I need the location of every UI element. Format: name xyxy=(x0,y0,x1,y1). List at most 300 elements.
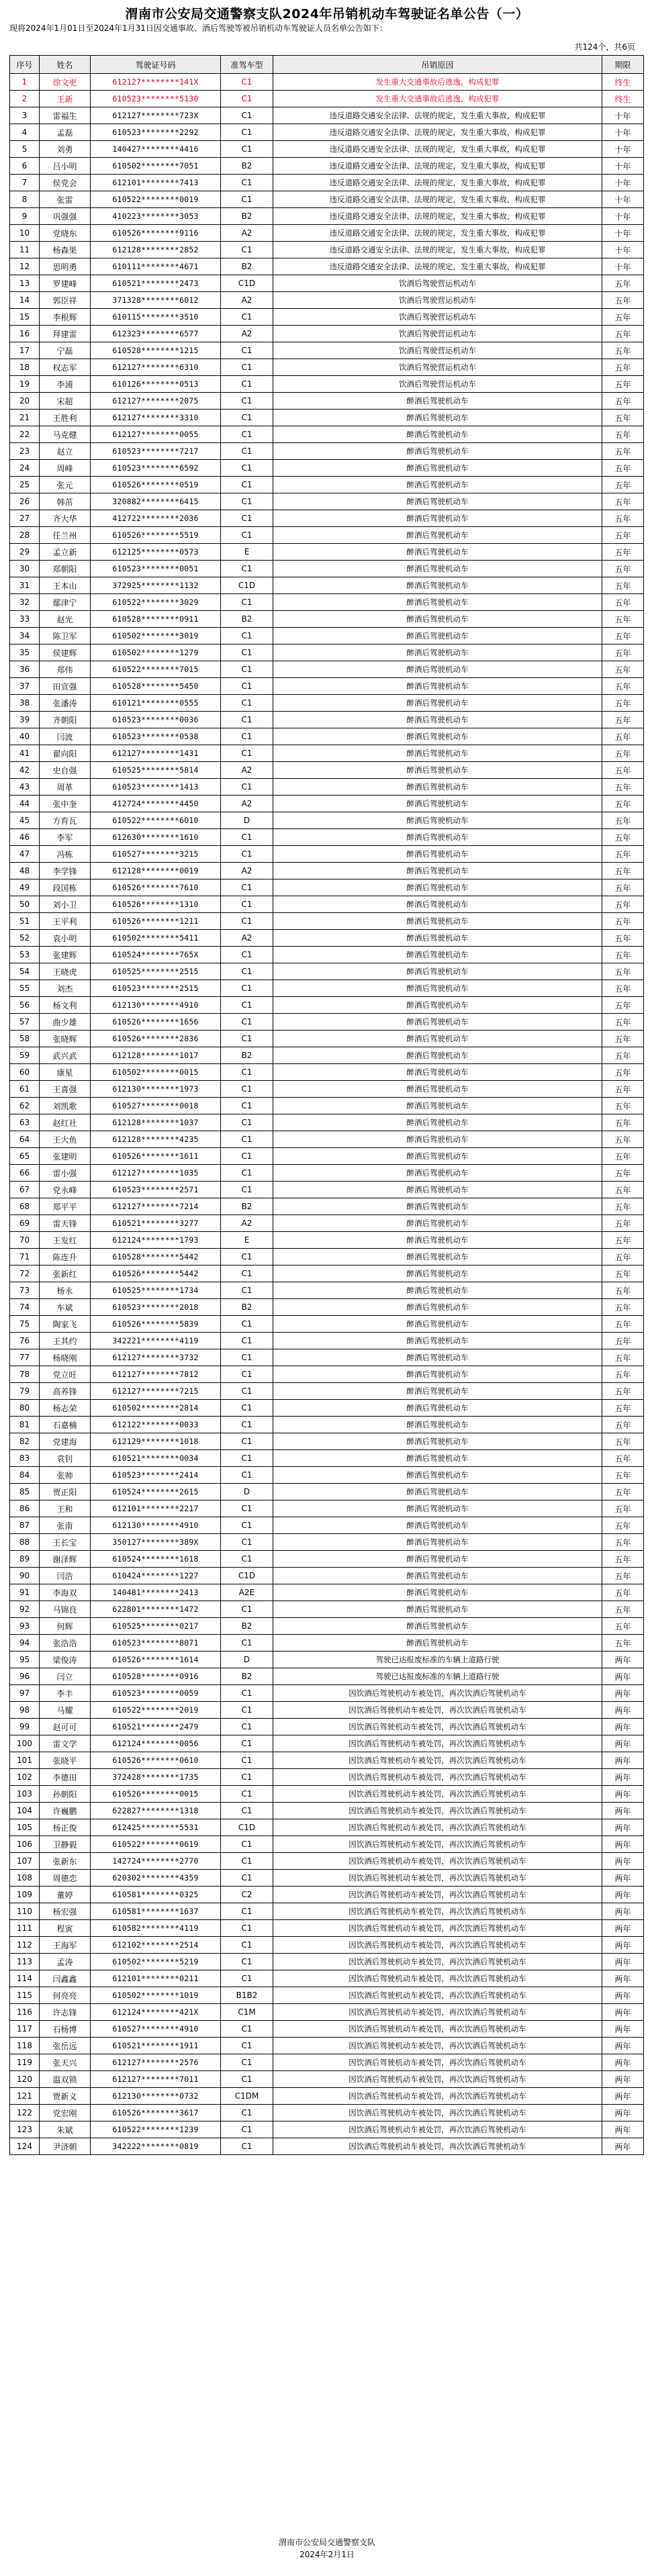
cell-term: 五年 xyxy=(602,829,644,846)
cell-vehicle-class: C1 xyxy=(221,628,273,645)
cell-name: 王发红 xyxy=(40,1232,91,1249)
cell-index: 37 xyxy=(10,678,40,695)
cell-name: 雷小强 xyxy=(40,1165,91,1182)
cell-reason: 醉酒后驾驶机动车 xyxy=(273,1266,602,1282)
table-row xyxy=(10,443,644,460)
cell-license-number: 610521********0034 xyxy=(91,1450,221,1467)
cell-index: 2 xyxy=(10,91,40,107)
cell-index: 45 xyxy=(10,812,40,829)
cell-vehicle-class: A2 xyxy=(221,762,273,779)
cell-license-number: 610521********3277 xyxy=(91,1215,221,1232)
table-row xyxy=(10,1031,644,1047)
cell-term: 五年 xyxy=(602,410,644,426)
cell-reason: 醉酒后驾驶机动车 xyxy=(273,1249,602,1266)
cell-reason: 违反道路交通安全法律、法规的规定，发生重大事故，构成犯罪 xyxy=(273,141,602,158)
cell-vehicle-class: C1 xyxy=(221,2021,273,2038)
cell-index: 35 xyxy=(10,645,40,661)
cell-name: 张建明 xyxy=(40,1148,91,1165)
cell-term: 两年 xyxy=(602,2138,644,2155)
cell-vehicle-class: C1 xyxy=(221,1970,273,1987)
table-row xyxy=(10,913,644,930)
cell-term: 五年 xyxy=(602,796,644,812)
cell-license-number: 610582********4119 xyxy=(91,1920,221,1937)
cell-name: 朱斌 xyxy=(40,2121,91,2138)
cell-index: 99 xyxy=(10,1719,40,1735)
table-row xyxy=(10,1249,644,1266)
cell-term: 十年 xyxy=(602,175,644,191)
cell-vehicle-class: C1 xyxy=(221,309,273,326)
cell-reason: 发生重大交通事故后逃逸，构成犯罪 xyxy=(273,74,602,91)
cell-name: 杨志荣 xyxy=(40,1400,91,1417)
cell-reason: 因饮酒后驾驶机动车被处罚，再次饮酒后驾驶机动车 xyxy=(273,1735,602,1752)
cell-license-number: 610523********5130 xyxy=(91,91,221,107)
cell-index: 95 xyxy=(10,1652,40,1668)
cell-term: 五年 xyxy=(602,896,644,913)
cell-vehicle-class: A2 xyxy=(221,326,273,342)
cell-term: 十年 xyxy=(602,242,644,258)
cell-reason: 醉酒后驾驶机动车 xyxy=(273,410,602,426)
cell-term: 十年 xyxy=(602,124,644,141)
cell-license-number: 610526********0015 xyxy=(91,1786,221,1803)
cell-license-number: 610581********1637 xyxy=(91,1903,221,1920)
cell-reason: 醉酒后驾驶机动车 xyxy=(273,510,602,527)
cell-reason: 因饮酒后驾驶机动车被处罚，再次饮酒后驾驶机动车 xyxy=(273,1954,602,1970)
cell-index: 42 xyxy=(10,762,40,779)
cell-reason: 因饮酒后驾驶机动车被处罚，再次饮酒后驾驶机动车 xyxy=(273,1786,602,1803)
cell-index: 62 xyxy=(10,1098,40,1114)
cell-index: 43 xyxy=(10,779,40,796)
table-row xyxy=(10,1316,644,1333)
cell-vehicle-class: C1 xyxy=(221,1635,273,1652)
table-row xyxy=(10,175,644,191)
cell-reason: 驾驶已达报废标准的车辆上道路行驶 xyxy=(273,1652,602,1668)
cell-reason: 因饮酒后驾驶机动车被处罚，再次饮酒后驾驶机动车 xyxy=(273,2138,602,2155)
table-row xyxy=(10,208,644,225)
table-row xyxy=(10,997,644,1014)
table-row xyxy=(10,410,644,426)
cell-license-number: 610528********1215 xyxy=(91,342,221,359)
cell-vehicle-class: C1 xyxy=(221,1685,273,1702)
cell-license-number: 612128********1017 xyxy=(91,1047,221,1064)
cell-index: 39 xyxy=(10,712,40,728)
table-row xyxy=(10,225,644,242)
cell-vehicle-class: C1 xyxy=(221,2038,273,2054)
cell-vehicle-class: C1 xyxy=(221,1114,273,1131)
table-row xyxy=(10,594,644,611)
cell-index: 72 xyxy=(10,1266,40,1282)
cell-index: 102 xyxy=(10,1769,40,1786)
cell-term: 五年 xyxy=(602,1400,644,1417)
table-row xyxy=(10,1551,644,1568)
table-row xyxy=(10,1584,644,1601)
table-row xyxy=(10,258,644,275)
cell-term: 五年 xyxy=(602,1047,644,1064)
cell-index: 14 xyxy=(10,292,40,309)
cell-term: 五年 xyxy=(602,1383,644,1400)
cell-term: 五年 xyxy=(602,779,644,796)
table-row xyxy=(10,1299,644,1316)
table-row xyxy=(10,1366,644,1383)
cell-name: 张中奎 xyxy=(40,796,91,812)
cell-reason: 醉酒后驾驶机动车 xyxy=(273,980,602,997)
cell-name: 尹济朝 xyxy=(40,2138,91,2155)
cell-name: 史自强 xyxy=(40,762,91,779)
cell-term: 五年 xyxy=(602,510,644,527)
cell-name: 翟向阳 xyxy=(40,745,91,762)
cell-name: 拜建雷 xyxy=(40,326,91,342)
cell-name: 刘勇 xyxy=(40,141,91,158)
cell-reason: 醉酒后驾驶机动车 xyxy=(273,1282,602,1299)
table-row xyxy=(10,2038,644,2054)
cell-name: 侯党会 xyxy=(40,175,91,191)
cell-license-number: 610502********5411 xyxy=(91,930,221,947)
cell-index: 50 xyxy=(10,896,40,913)
table-row xyxy=(10,1954,644,1970)
cell-index: 12 xyxy=(10,258,40,275)
cell-license-number: 612101********2217 xyxy=(91,1500,221,1517)
cell-index: 10 xyxy=(10,225,40,242)
cell-term: 五年 xyxy=(602,1131,644,1148)
cell-license-number: 610522********7015 xyxy=(91,661,221,678)
table-row xyxy=(10,1333,644,1349)
cell-reason: 醉酒后驾驶机动车 xyxy=(273,1316,602,1333)
cell-name: 孙朝阳 xyxy=(40,1786,91,1803)
cell-license-number: 350127********389X xyxy=(91,1534,221,1551)
cell-name: 赵光 xyxy=(40,611,91,628)
cell-index: 79 xyxy=(10,1383,40,1400)
cell-name: 张雷 xyxy=(40,191,91,208)
cell-index: 96 xyxy=(10,1668,40,1685)
cell-index: 60 xyxy=(10,1064,40,1081)
cell-vehicle-class: C1 xyxy=(221,728,273,745)
cell-vehicle-class: C1 xyxy=(221,879,273,896)
cell-license-number: 612124********421X xyxy=(91,2004,221,2021)
cell-license-number: 320882********6415 xyxy=(91,493,221,510)
cell-license-number: 610525********5814 xyxy=(91,762,221,779)
cell-name: 李德田 xyxy=(40,1769,91,1786)
cell-term: 五年 xyxy=(602,1165,644,1182)
cell-term: 五年 xyxy=(602,359,644,376)
cell-name: 党晓东 xyxy=(40,225,91,242)
table-row xyxy=(10,2138,644,2155)
cell-license-number: 610523********2571 xyxy=(91,1182,221,1198)
cell-name: 雷文学 xyxy=(40,1735,91,1752)
cell-term: 两年 xyxy=(602,1836,644,1853)
cell-index: 38 xyxy=(10,695,40,712)
cell-reason: 醉酒后驾驶机动车 xyxy=(273,728,602,745)
cell-name: 闫鑫鑫 xyxy=(40,1970,91,1987)
table-row xyxy=(10,796,644,812)
cell-name: 郑平平 xyxy=(40,1198,91,1215)
cell-name: 高养锋 xyxy=(40,1383,91,1400)
cell-vehicle-class: C1 xyxy=(221,1182,273,1198)
cell-reason: 醉酒后驾驶机动车 xyxy=(273,712,602,728)
cell-vehicle-class: C1 xyxy=(221,410,273,426)
table-row xyxy=(10,1618,644,1635)
cell-reason: 醉酒后驾驶机动车 xyxy=(273,1366,602,1383)
cell-vehicle-class: C1 xyxy=(221,1316,273,1333)
cell-name: 贾正阳 xyxy=(40,1484,91,1500)
cell-license-number: 610526********9116 xyxy=(91,225,221,242)
cell-name: 王喜强 xyxy=(40,1081,91,1098)
cell-vehicle-class: C1 xyxy=(221,1920,273,1937)
cell-vehicle-class: C1 xyxy=(221,242,273,258)
cell-license-number: 612128********4235 xyxy=(91,1131,221,1148)
cell-reason: 醉酒后驾驶机动车 xyxy=(273,1182,602,1198)
cell-index: 61 xyxy=(10,1081,40,1098)
cell-name: 刘杰 xyxy=(40,980,91,997)
cell-vehicle-class: C1 xyxy=(221,561,273,577)
cell-reason: 醉酒后驾驶机动车 xyxy=(273,745,602,762)
cell-name: 郭臣祥 xyxy=(40,292,91,309)
cell-license-number: 372925********1132 xyxy=(91,577,221,594)
cell-index: 80 xyxy=(10,1400,40,1417)
cell-license-number: 412724********4450 xyxy=(91,796,221,812)
cell-index: 31 xyxy=(10,577,40,594)
cell-name: 王和 xyxy=(40,1500,91,1517)
cell-term: 两年 xyxy=(602,1970,644,1987)
cell-reason: 因饮酒后驾驶机动车被处罚，再次饮酒后驾驶机动车 xyxy=(273,1803,602,1819)
cell-index: 68 xyxy=(10,1198,40,1215)
cell-name: 谢泽辉 xyxy=(40,1551,91,1568)
cell-term: 十年 xyxy=(602,225,644,242)
header-name: 姓名 xyxy=(40,56,91,74)
cell-reason: 醉酒后驾驶机动车 xyxy=(273,1165,602,1182)
cell-index: 74 xyxy=(10,1299,40,1316)
cell-vehicle-class: C1 xyxy=(221,947,273,963)
table-row xyxy=(10,1853,644,1870)
cell-name: 陶家飞 xyxy=(40,1316,91,1333)
cell-index: 106 xyxy=(10,1836,40,1853)
cell-term: 五年 xyxy=(602,1467,644,1484)
cell-index: 97 xyxy=(10,1685,40,1702)
cell-license-number: 610526********7610 xyxy=(91,879,221,896)
cell-name: 党立旺 xyxy=(40,1366,91,1383)
cell-name: 何亮亮 xyxy=(40,1987,91,2004)
table-row xyxy=(10,1719,644,1735)
table-row xyxy=(10,1803,644,1819)
table-row xyxy=(10,661,644,678)
cell-index: 33 xyxy=(10,611,40,628)
cell-license-number: 612125********0573 xyxy=(91,544,221,561)
table-row xyxy=(10,91,644,107)
cell-name: 张新红 xyxy=(40,1266,91,1282)
cell-term: 五年 xyxy=(602,1534,644,1551)
cell-vehicle-class: B1B2 xyxy=(221,1987,273,2004)
cell-index: 1 xyxy=(10,74,40,91)
cell-vehicle-class: C1 xyxy=(221,1148,273,1165)
cell-name: 王大鱼 xyxy=(40,1131,91,1148)
cell-name: 李海双 xyxy=(40,1584,91,1601)
cell-name: 陈连升 xyxy=(40,1249,91,1266)
cell-term: 五年 xyxy=(602,963,644,980)
cell-term: 五年 xyxy=(602,1333,644,1349)
cell-reason: 醉酒后驾驶机动车 xyxy=(273,1417,602,1433)
cell-vehicle-class: C1 xyxy=(221,1131,273,1148)
cell-license-number: 612127********0055 xyxy=(91,426,221,443)
cell-term: 两年 xyxy=(602,1719,644,1735)
cell-reason: 违反道路交通安全法律、法规的规定，发生重大事故，构成犯罪 xyxy=(273,158,602,175)
cell-name: 冯栋 xyxy=(40,846,91,863)
header-reason: 吊销原因 xyxy=(273,56,602,74)
cell-reason: 醉酒后驾驶机动车 xyxy=(273,460,602,477)
cell-term: 十年 xyxy=(602,208,644,225)
cell-vehicle-class: C1 xyxy=(221,1937,273,1954)
cell-term: 两年 xyxy=(602,1668,644,1685)
cell-name: 康星 xyxy=(40,1064,91,1081)
table-row xyxy=(10,1232,644,1249)
cell-term: 两年 xyxy=(602,2071,644,2088)
cell-index: 82 xyxy=(10,1433,40,1450)
cell-term: 五年 xyxy=(602,812,644,829)
cell-name: 许志锋 xyxy=(40,2004,91,2021)
cell-term: 五年 xyxy=(602,695,644,712)
cell-term: 五年 xyxy=(602,1266,644,1282)
cell-term: 五年 xyxy=(602,1081,644,1098)
cell-name: 武兴武 xyxy=(40,1047,91,1064)
cell-reason: 因饮酒后驾驶机动车被处罚，再次饮酒后驾驶机动车 xyxy=(273,1987,602,2004)
cell-index: 55 xyxy=(10,980,40,997)
cell-vehicle-class: C1D xyxy=(221,577,273,594)
cell-license-number: 612323********6577 xyxy=(91,326,221,342)
cell-reason: 醉酒后驾驶机动车 xyxy=(273,997,602,1014)
cell-name: 袁钊 xyxy=(40,1450,91,1467)
cell-vehicle-class: C1 xyxy=(221,1836,273,1853)
cell-name: 周德恋 xyxy=(40,1870,91,1887)
cell-name: 温双锁 xyxy=(40,2071,91,2088)
cell-vehicle-class: C1 xyxy=(221,1601,273,1618)
cell-license-number: 612101********0211 xyxy=(91,1970,221,1987)
cell-license-number: 610527********4910 xyxy=(91,2021,221,2038)
cell-reason: 醉酒后驾驶机动车 xyxy=(273,846,602,863)
cell-vehicle-class: C1 xyxy=(221,91,273,107)
cell-reason: 醉酒后驾驶机动车 xyxy=(273,527,602,544)
cell-index: 30 xyxy=(10,561,40,577)
cell-vehicle-class: C1 xyxy=(221,443,273,460)
cell-index: 89 xyxy=(10,1551,40,1568)
table-row xyxy=(10,359,644,376)
cell-index: 75 xyxy=(10,1316,40,1333)
table-row xyxy=(10,1047,644,1064)
cell-reason: 饮酒后驾驶营运机动车 xyxy=(273,292,602,309)
cell-reason: 驾驶已达报废标准的车辆上道路行驶 xyxy=(273,1668,602,1685)
cell-index: 58 xyxy=(10,1031,40,1047)
cell-term: 五年 xyxy=(602,1014,644,1031)
table-row xyxy=(10,1484,644,1500)
cell-name: 孟立新 xyxy=(40,544,91,561)
cell-vehicle-class: C1 xyxy=(221,527,273,544)
cell-term: 五年 xyxy=(602,275,644,292)
cell-index: 52 xyxy=(10,930,40,947)
cell-index: 118 xyxy=(10,2038,40,2054)
cell-reason: 醉酒后驾驶机动车 xyxy=(273,1584,602,1601)
cell-term: 五年 xyxy=(602,1433,644,1450)
cell-name: 雷天锋 xyxy=(40,1215,91,1232)
table-row xyxy=(10,2054,644,2071)
cell-reason: 因饮酒后驾驶机动车被处罚，再次饮酒后驾驶机动车 xyxy=(273,1752,602,1769)
cell-reason: 醉酒后驾驶机动车 xyxy=(273,762,602,779)
cell-name: 张天兴 xyxy=(40,2054,91,2071)
cell-vehicle-class: A2 xyxy=(221,930,273,947)
table-row xyxy=(10,1685,644,1702)
cell-reason: 饮酒后驾驶营运机动车 xyxy=(273,359,602,376)
cell-license-number: 610528********0911 xyxy=(91,611,221,628)
cell-name: 何辉 xyxy=(40,1618,91,1635)
table-row xyxy=(10,1114,644,1131)
cell-license-number: 612130********1973 xyxy=(91,1081,221,1098)
cell-reason: 醉酒后驾驶机动车 xyxy=(273,829,602,846)
cell-vehicle-class: C1 xyxy=(221,1333,273,1349)
cell-reason: 醉酒后驾驶机动车 xyxy=(273,611,602,628)
cell-license-number: 610526********1656 xyxy=(91,1014,221,1031)
table-row xyxy=(10,1014,644,1031)
cell-vehicle-class: C1 xyxy=(221,493,273,510)
cell-name: 罗建峰 xyxy=(40,275,91,292)
cell-index: 85 xyxy=(10,1484,40,1500)
cell-reason: 因饮酒后驾驶机动车被处罚，再次饮酒后驾驶机动车 xyxy=(273,1853,602,1870)
cell-vehicle-class: C1 xyxy=(221,2121,273,2138)
cell-term: 五年 xyxy=(602,577,644,594)
cell-index: 11 xyxy=(10,242,40,258)
cell-term: 五年 xyxy=(602,1249,644,1266)
cell-reason: 醉酒后驾驶机动车 xyxy=(273,1484,602,1500)
cell-term: 五年 xyxy=(602,1114,644,1131)
cell-name: 董婷 xyxy=(40,1887,91,1903)
cell-reason: 醉酒后驾驶机动车 xyxy=(273,1114,602,1131)
table-row xyxy=(10,863,644,879)
cell-name: 刘凯歌 xyxy=(40,1098,91,1114)
table-row xyxy=(10,107,644,124)
table-row xyxy=(10,1467,644,1484)
cell-vehicle-class: B2 xyxy=(221,611,273,628)
cell-license-number: 612127********1431 xyxy=(91,745,221,762)
table-row xyxy=(10,1735,644,1752)
cell-name: 张帅 xyxy=(40,1467,91,1484)
cell-vehicle-class: C1 xyxy=(221,997,273,1014)
cell-term: 十年 xyxy=(602,107,644,124)
cell-term: 两年 xyxy=(602,1685,644,1702)
cell-term: 五年 xyxy=(602,930,644,947)
cell-vehicle-class: C1 xyxy=(221,1786,273,1803)
cell-vehicle-class: C1 xyxy=(221,1719,273,1735)
cell-license-number: 612127********3732 xyxy=(91,1349,221,1366)
cell-term: 五年 xyxy=(602,863,644,879)
cell-term: 两年 xyxy=(602,1652,644,1668)
cell-reason: 醉酒后驾驶机动车 xyxy=(273,930,602,947)
table-row xyxy=(10,645,644,661)
cell-vehicle-class: C1 xyxy=(221,1735,273,1752)
cell-license-number: 612127********1035 xyxy=(91,1165,221,1182)
cell-vehicle-class: C1 xyxy=(221,175,273,191)
cell-license-number: 612128********0019 xyxy=(91,863,221,879)
cell-index: 86 xyxy=(10,1500,40,1517)
cell-reason: 醉酒后驾驶机动车 xyxy=(273,1601,602,1618)
cell-license-number: 622827********1318 xyxy=(91,1803,221,1819)
table-row xyxy=(10,1568,644,1584)
cell-index: 41 xyxy=(10,745,40,762)
cell-index: 105 xyxy=(10,1819,40,1836)
cell-vehicle-class: C1 xyxy=(221,1098,273,1114)
cell-index: 83 xyxy=(10,1450,40,1467)
table-row xyxy=(10,1920,644,1937)
cell-license-number: 610126********0513 xyxy=(91,376,221,393)
cell-index: 26 xyxy=(10,493,40,510)
cell-index: 3 xyxy=(10,107,40,124)
table-row xyxy=(10,477,644,493)
cell-vehicle-class: C1 xyxy=(221,2105,273,2121)
cell-reason: 因饮酒后驾驶机动车被处罚，再次饮酒后驾驶机动车 xyxy=(273,1870,602,1887)
cell-term: 五年 xyxy=(602,712,644,728)
